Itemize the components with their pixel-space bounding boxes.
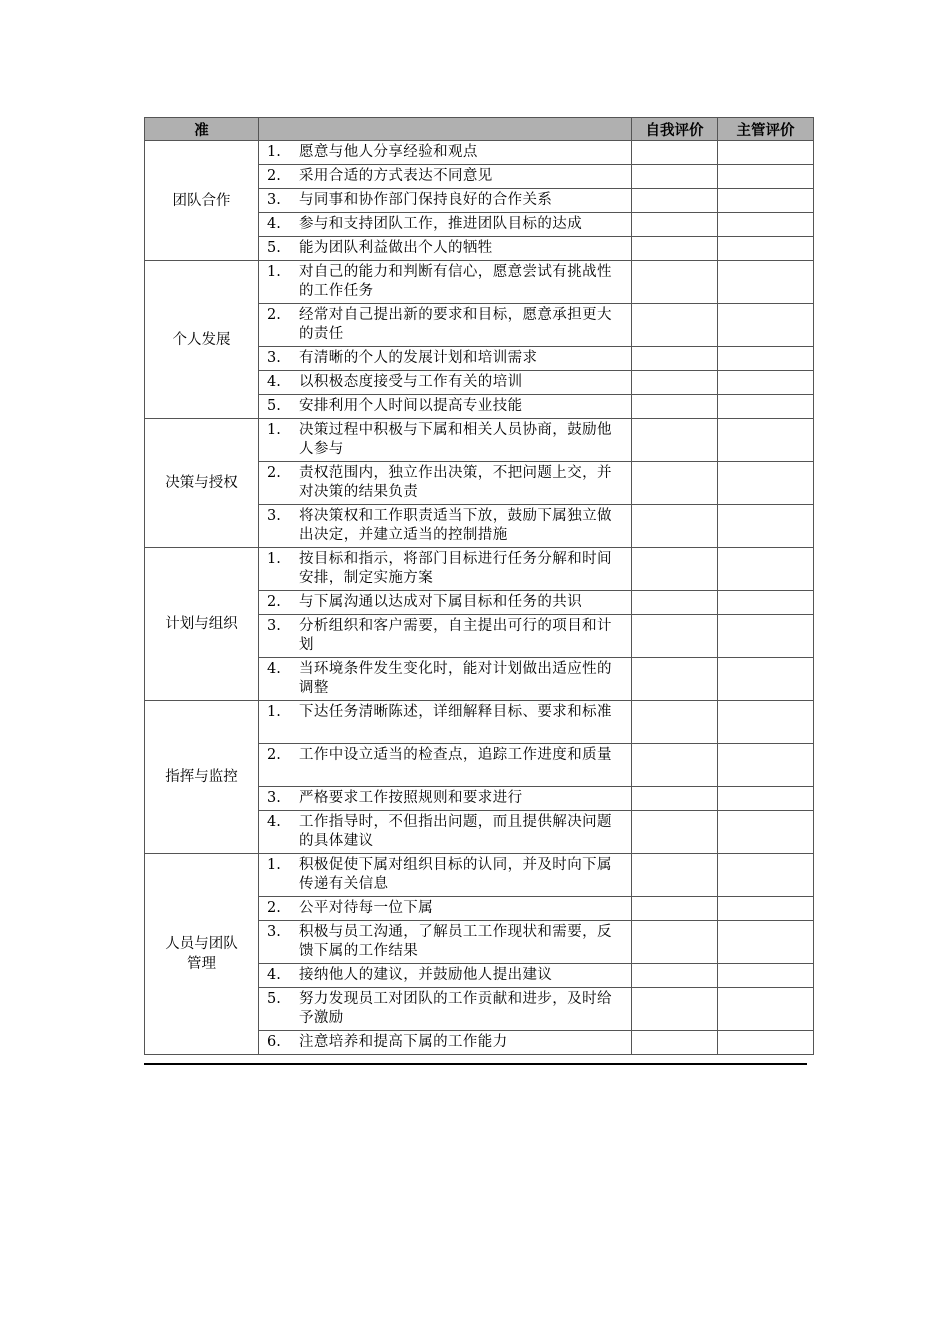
- header-criteria: 准: [145, 118, 259, 141]
- criterion-text: 严格要求工作按照规则和要求进行: [299, 790, 523, 806]
- criterion-text: 积极与员工沟通，了解员工工作现状和需要，反馈下属的工作结果: [299, 924, 612, 959]
- criterion-number: 2.: [267, 594, 281, 610]
- criterion-number: 5.: [267, 398, 281, 414]
- manager-evaluation-cell[interactable]: [718, 854, 814, 897]
- manager-evaluation-cell[interactable]: [718, 213, 814, 237]
- criterion-line: [267, 507, 625, 545]
- criterion-line: [267, 349, 625, 368]
- criterion-number: 1.: [267, 264, 281, 280]
- manager-evaluation-cell[interactable]: [718, 347, 814, 371]
- criterion-line: [267, 550, 625, 588]
- self-evaluation-cell[interactable]: [632, 419, 718, 462]
- criterion-cell: [259, 165, 632, 189]
- criterion-number: 3.: [267, 924, 281, 940]
- criterion-line: [267, 464, 625, 502]
- self-evaluation-cell[interactable]: [632, 462, 718, 505]
- manager-evaluation-cell[interactable]: [718, 787, 814, 811]
- manager-evaluation-cell[interactable]: [718, 505, 814, 548]
- self-evaluation-cell[interactable]: [632, 347, 718, 371]
- category-cell: 决策与授权: [145, 419, 259, 548]
- manager-evaluation-cell[interactable]: [718, 811, 814, 854]
- category-cell: 团队合作: [145, 141, 259, 261]
- criterion-number: 5.: [267, 991, 281, 1007]
- self-evaluation-cell[interactable]: [632, 811, 718, 854]
- criterion-number: 3.: [267, 192, 281, 208]
- manager-evaluation-cell[interactable]: [718, 371, 814, 395]
- criterion-number: 3.: [267, 508, 281, 524]
- criterion-number: 4.: [267, 374, 281, 390]
- manager-evaluation-cell[interactable]: [718, 1031, 814, 1055]
- criterion-cell: [259, 419, 632, 462]
- criterion-number: 4.: [267, 661, 281, 677]
- manager-evaluation-cell[interactable]: [718, 964, 814, 988]
- manager-evaluation-cell[interactable]: [718, 462, 814, 505]
- criterion-number: 1.: [267, 857, 281, 873]
- criterion-cell: [259, 811, 632, 854]
- criterion-number: 2.: [267, 465, 281, 481]
- criterion-cell: [259, 701, 632, 744]
- criterion-line: [267, 660, 625, 698]
- criterion-number: 2.: [267, 307, 281, 323]
- criterion-cell: [259, 744, 632, 787]
- manager-evaluation-cell[interactable]: [718, 141, 814, 165]
- self-evaluation-cell[interactable]: [632, 304, 718, 347]
- self-evaluation-cell[interactable]: [632, 988, 718, 1031]
- table-row: [145, 548, 814, 591]
- manager-evaluation-cell[interactable]: [718, 921, 814, 964]
- self-evaluation-cell[interactable]: [632, 371, 718, 395]
- self-evaluation-cell[interactable]: [632, 165, 718, 189]
- header-description: [259, 118, 632, 141]
- self-evaluation-cell[interactable]: [632, 744, 718, 787]
- criterion-line: [267, 239, 625, 258]
- criterion-text: 下达任务清晰陈述，详细解释目标、要求和标准: [299, 704, 612, 720]
- manager-evaluation-cell[interactable]: [718, 658, 814, 701]
- self-evaluation-cell[interactable]: [632, 189, 718, 213]
- criterion-line: [267, 215, 625, 234]
- criterion-line: [267, 373, 625, 392]
- criterion-number: 3.: [267, 618, 281, 634]
- self-evaluation-cell[interactable]: [632, 854, 718, 897]
- criterion-text: 努力发现员工对团队的工作贡献和进步，及时给予激励: [299, 991, 612, 1026]
- self-evaluation-cell[interactable]: [632, 701, 718, 744]
- table-row: [145, 854, 814, 897]
- criterion-cell: [259, 897, 632, 921]
- criterion-cell: [259, 371, 632, 395]
- criterion-text: 将决策权和工作职责适当下放，鼓励下属独立做出决定，并建立适当的控制措施: [299, 508, 612, 543]
- criterion-text: 采用合适的方式表达不同意见: [299, 168, 493, 184]
- self-evaluation-cell[interactable]: [632, 237, 718, 261]
- criterion-cell: [259, 304, 632, 347]
- criterion-cell: [259, 988, 632, 1031]
- category-cell: 指挥与监控: [145, 701, 259, 854]
- header-row: [145, 118, 814, 141]
- criterion-text: 责权范围内，独立作出决策，不把问题上交，并对决策的结果负责: [299, 465, 612, 500]
- criterion-number: 3.: [267, 790, 281, 806]
- criterion-line: [267, 191, 625, 210]
- criterion-line: [267, 923, 625, 961]
- criterion-number: 5.: [267, 240, 281, 256]
- criterion-text: 与同事和协作部门保持良好的合作关系: [299, 192, 553, 208]
- criterion-text: 注意培养和提高下属的工作能力: [299, 1034, 508, 1050]
- criterion-text: 工作指导时，不但指出问题，而且提供解决问题的具体建议: [299, 814, 612, 849]
- manager-evaluation-cell[interactable]: [718, 615, 814, 658]
- criterion-cell: [259, 591, 632, 615]
- self-evaluation-cell[interactable]: [632, 964, 718, 988]
- criterion-number: 6.: [267, 1034, 281, 1050]
- criterion-cell: [259, 964, 632, 988]
- criterion-line: [267, 966, 625, 985]
- evaluation-table: [144, 117, 814, 1055]
- criterion-cell: [259, 658, 632, 701]
- table-row: [145, 261, 814, 304]
- criterion-text: 公平对待每一位下属: [299, 900, 434, 916]
- category-cell: 人员与团队 管理: [145, 854, 259, 1055]
- criterion-text: 与下属沟通以达成对下属目标和任务的共识: [299, 594, 583, 610]
- criterion-text: 分析组织和客户需要，自主提出可行的项目和计划: [299, 618, 612, 653]
- criterion-cell: [259, 548, 632, 591]
- criterion-number: 4.: [267, 216, 281, 232]
- table-row: [145, 419, 814, 462]
- bottom-rule: [144, 1063, 807, 1065]
- criterion-text: 有清晰的个人的发展计划和培训需求: [299, 350, 538, 366]
- manager-evaluation-cell[interactable]: [718, 744, 814, 787]
- criterion-text: 当环境条件发生变化时，能对计划做出适应性的调整: [299, 661, 612, 696]
- criterion-line: [267, 746, 625, 765]
- category-cell: 计划与组织: [145, 548, 259, 701]
- criterion-line: [267, 856, 625, 894]
- criterion-text: 以积极态度接受与工作有关的培训: [299, 374, 523, 390]
- criterion-cell: [259, 505, 632, 548]
- criterion-cell: [259, 189, 632, 213]
- self-evaluation-cell[interactable]: [632, 897, 718, 921]
- header-self-evaluation: 自我评价: [632, 118, 718, 141]
- manager-evaluation-cell[interactable]: [718, 419, 814, 462]
- manager-evaluation-cell[interactable]: [718, 591, 814, 615]
- criterion-cell: [259, 787, 632, 811]
- criterion-number: 2.: [267, 747, 281, 763]
- criterion-number: 1.: [267, 551, 281, 567]
- criterion-cell: [259, 141, 632, 165]
- criterion-text: 愿意与他人分享经验和观点: [299, 144, 478, 160]
- criterion-number: 1.: [267, 422, 281, 438]
- manager-evaluation-cell[interactable]: [718, 189, 814, 213]
- criterion-text: 积极促使下属对组织目标的认同，并及时向下属传递有关信息: [299, 857, 612, 892]
- criterion-number: 1.: [267, 144, 281, 160]
- criterion-cell: [259, 854, 632, 897]
- manager-evaluation-cell[interactable]: [718, 165, 814, 189]
- criterion-text: 经常对自己提出新的要求和目标，愿意承担更大的责任: [299, 307, 612, 342]
- criterion-cell: [259, 261, 632, 304]
- criterion-line: [267, 397, 625, 416]
- manager-evaluation-cell[interactable]: [718, 261, 814, 304]
- table-body: [145, 141, 814, 1055]
- self-evaluation-cell[interactable]: [632, 787, 718, 811]
- manager-evaluation-cell[interactable]: [718, 304, 814, 347]
- criterion-number: 3.: [267, 350, 281, 366]
- criterion-line: [267, 899, 625, 918]
- criterion-text: 决策过程中积极与下属和相关人员协商，鼓励他人参与: [299, 422, 612, 457]
- criterion-number: 4.: [267, 967, 281, 983]
- criterion-cell: [259, 615, 632, 658]
- self-evaluation-cell[interactable]: [632, 505, 718, 548]
- criterion-line: [267, 263, 625, 301]
- manager-evaluation-cell[interactable]: [718, 897, 814, 921]
- table-row: [145, 701, 814, 744]
- self-evaluation-cell[interactable]: [632, 395, 718, 419]
- criterion-text: 工作中设立适当的检查点，追踪工作进度和质量: [299, 747, 612, 763]
- criterion-line: [267, 703, 625, 722]
- self-evaluation-cell[interactable]: [632, 658, 718, 701]
- criterion-cell: [259, 213, 632, 237]
- criterion-line: [267, 990, 625, 1028]
- self-evaluation-cell[interactable]: [632, 261, 718, 304]
- criterion-text: 对自己的能力和判断有信心，愿意尝试有挑战性的工作任务: [299, 264, 612, 299]
- self-evaluation-cell[interactable]: [632, 548, 718, 591]
- criterion-cell: [259, 347, 632, 371]
- self-evaluation-cell[interactable]: [632, 591, 718, 615]
- criterion-cell: [259, 921, 632, 964]
- table-row: [145, 141, 814, 165]
- criterion-text: 安排利用个人时间以提高专业技能: [299, 398, 523, 414]
- criterion-number: 2.: [267, 168, 281, 184]
- criterion-line: [267, 167, 625, 186]
- criterion-text: 接纳他人的建议，并鼓励他人提出建议: [299, 967, 553, 983]
- criterion-cell: [259, 395, 632, 419]
- criterion-text: 按目标和指示，将部门目标进行任务分解和时间安排，制定实施方案: [299, 551, 612, 586]
- criterion-line: [267, 143, 625, 162]
- criterion-text: 能为团队利益做出个人的牺牲: [299, 240, 493, 256]
- manager-evaluation-cell[interactable]: [718, 988, 814, 1031]
- criterion-line: [267, 593, 625, 612]
- criterion-number: 2.: [267, 900, 281, 916]
- criterion-cell: [259, 462, 632, 505]
- self-evaluation-cell[interactable]: [632, 213, 718, 237]
- self-evaluation-cell[interactable]: [632, 615, 718, 658]
- header-manager-evaluation: 主管评价: [718, 118, 814, 141]
- criterion-line: [267, 617, 625, 655]
- criterion-line: [267, 813, 625, 851]
- criterion-line: [267, 306, 625, 344]
- criterion-line: [267, 1033, 625, 1052]
- criterion-cell: [259, 237, 632, 261]
- category-cell: 个人发展: [145, 261, 259, 419]
- criterion-line: [267, 789, 625, 808]
- criterion-line: [267, 421, 625, 459]
- manager-evaluation-cell[interactable]: [718, 701, 814, 744]
- criterion-cell: [259, 1031, 632, 1055]
- self-evaluation-cell[interactable]: [632, 1031, 718, 1055]
- manager-evaluation-cell[interactable]: [718, 548, 814, 591]
- manager-evaluation-cell[interactable]: [718, 395, 814, 419]
- criterion-text: 参与和支持团队工作，推进团队目标的达成: [299, 216, 583, 232]
- criterion-number: 4.: [267, 814, 281, 830]
- self-evaluation-cell[interactable]: [632, 141, 718, 165]
- manager-evaluation-cell[interactable]: [718, 237, 814, 261]
- criterion-number: 1.: [267, 704, 281, 720]
- self-evaluation-cell[interactable]: [632, 921, 718, 964]
